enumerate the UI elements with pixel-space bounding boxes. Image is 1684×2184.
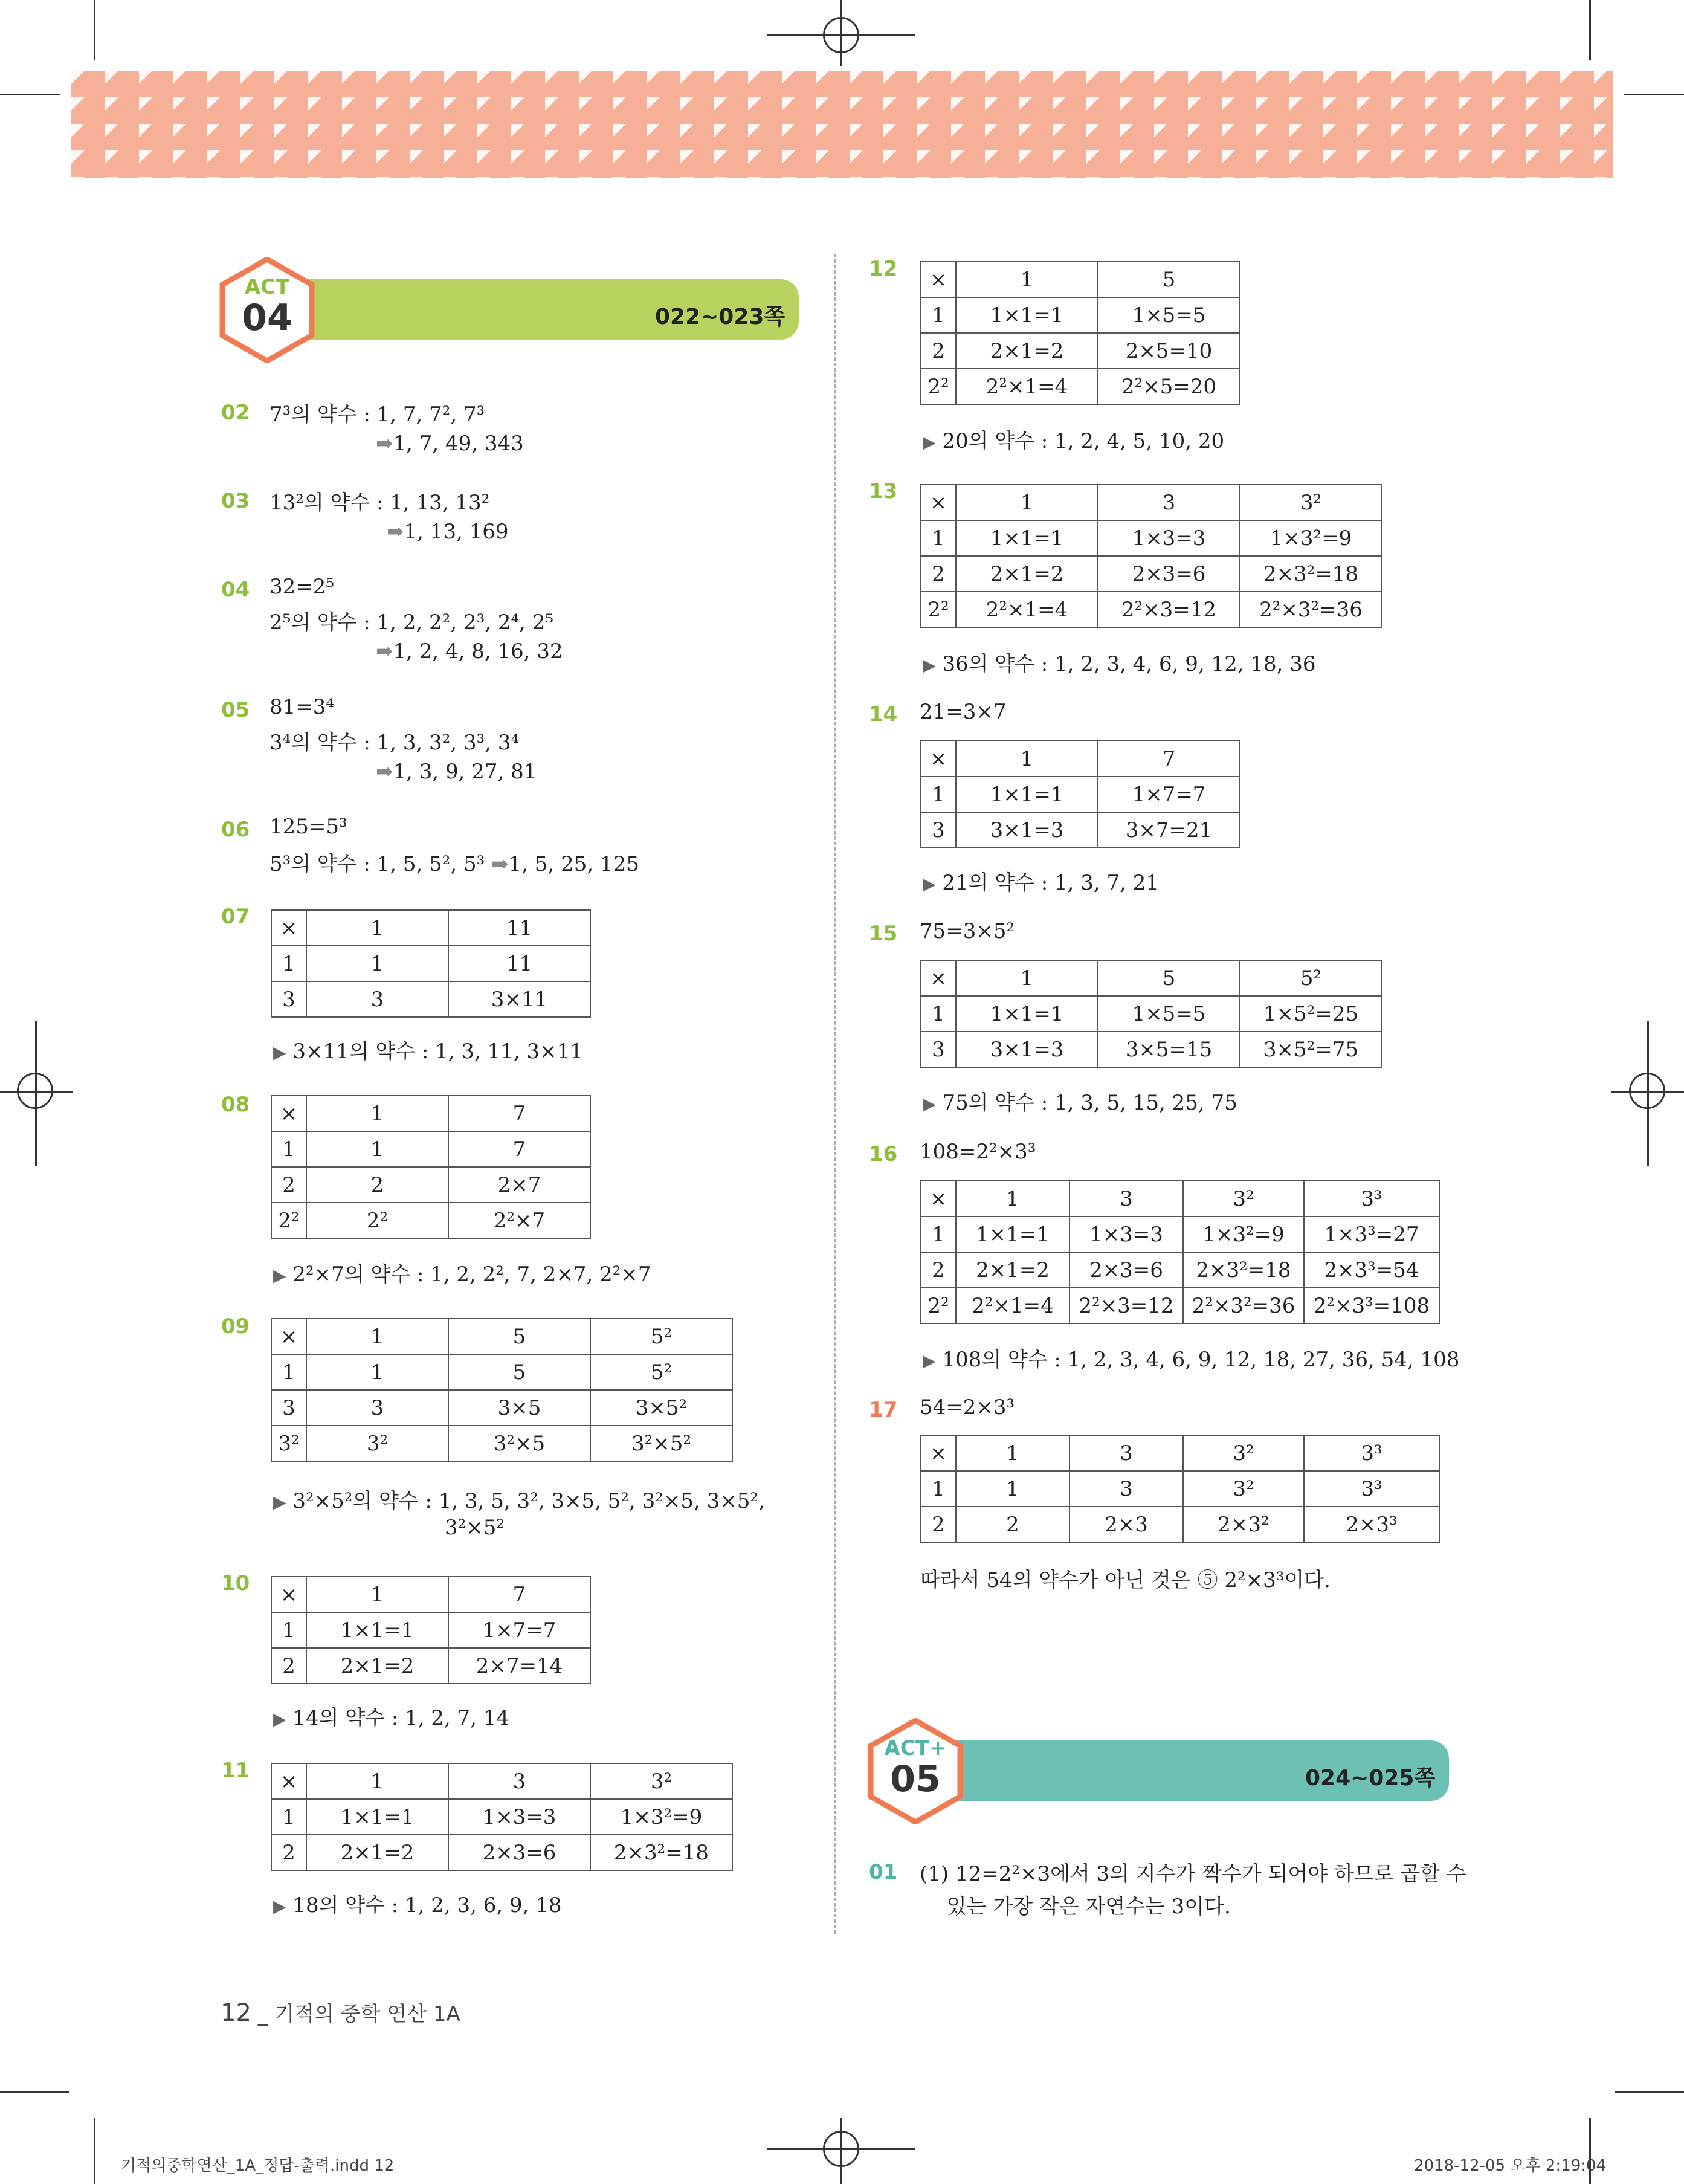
table-row bbox=[271, 1390, 732, 1426]
triangle-bullet-icon: ▶ bbox=[923, 874, 936, 894]
table-header-cell: 2² bbox=[921, 1288, 956, 1323]
table-cell: 5 bbox=[448, 1354, 590, 1390]
table-cell: 2×1=2 bbox=[306, 1648, 448, 1684]
table-header-cell: 2 bbox=[271, 1167, 306, 1203]
table-row bbox=[921, 369, 1240, 404]
problem-02-line1: 7³의 약수 : 1, 7, 7², 7³ bbox=[269, 402, 485, 427]
problem-08-result: 2²×7의 약수 : 1, 2, 2², 7, 2×7, 2²×7 bbox=[292, 1262, 651, 1287]
table-header-cell: 2 bbox=[921, 1252, 956, 1288]
table-row bbox=[271, 1203, 590, 1238]
table-cell: 1 bbox=[306, 946, 448, 981]
table-cell: 1×1=1 bbox=[306, 1799, 448, 1835]
table-header-cell: 3² bbox=[590, 1763, 732, 1799]
table-cell: 2²×5=20 bbox=[1098, 369, 1240, 404]
table-header-cell: 5 bbox=[448, 1319, 590, 1354]
table-cell: 1×3³=27 bbox=[1304, 1216, 1439, 1252]
problem-16-table bbox=[920, 1180, 1440, 1324]
arrow-icon: ➡ bbox=[491, 852, 509, 876]
table-cell: 3 bbox=[306, 981, 448, 1017]
arrow-icon: ➡ bbox=[387, 520, 404, 544]
table-header-cell: 1 bbox=[306, 1763, 448, 1799]
table-cell: 3×5²=75 bbox=[1240, 1032, 1382, 1067]
header-band bbox=[71, 71, 1613, 178]
table-header-cell: 3 bbox=[271, 981, 306, 1017]
page-number: 12 bbox=[221, 1999, 251, 2027]
table-cell: 3 bbox=[306, 1390, 448, 1426]
act05-problem-01-number: 01 bbox=[869, 1860, 898, 1884]
table-cell: 3×5 bbox=[448, 1390, 590, 1426]
problem-07-number: 07 bbox=[221, 905, 250, 929]
table-row bbox=[271, 946, 590, 981]
table-header-cell: 1 bbox=[956, 1181, 1069, 1216]
problem-05-line1: 81=3⁴ bbox=[269, 695, 335, 719]
table-row bbox=[921, 1252, 1439, 1288]
problem-17-result: 따라서 54의 약수가 아닌 것은 ⑤ 2²×3³이다. bbox=[920, 1568, 1331, 1592]
problem-07-result: 3×11의 약수 : 1, 3, 11, 3×11 bbox=[292, 1039, 583, 1064]
table-row bbox=[921, 485, 1382, 520]
table-cell: 1 bbox=[306, 1131, 448, 1167]
triangle-bullet-icon: ▶ bbox=[273, 1265, 286, 1285]
table-header-cell: 1 bbox=[271, 1131, 306, 1167]
triangle-bullet-icon: ▶ bbox=[923, 1351, 936, 1371]
table-cell: 3×5² bbox=[590, 1390, 732, 1426]
table-row bbox=[921, 520, 1382, 556]
table-header-cell: 3² bbox=[1183, 1435, 1304, 1471]
problem-04-number: 04 bbox=[221, 578, 250, 602]
table-header-cell: 1 bbox=[956, 741, 1098, 777]
problem-14-table bbox=[920, 740, 1240, 848]
problem-15-table bbox=[920, 960, 1382, 1068]
act05-number: 05 bbox=[890, 1758, 941, 1800]
problem-09-result: 3²×5²의 약수 : 1, 3, 5, 3², 3×5, 5², 3²×5, 3×5², bbox=[292, 1489, 765, 1513]
problem-06-line2: 5³의 약수 : 1, 5, 5², 5³ bbox=[269, 852, 485, 876]
act05-pages: 024~025쪽 bbox=[1305, 1766, 1436, 1791]
triangle-bullet-icon: ▶ bbox=[273, 1896, 286, 1916]
table-row bbox=[271, 1167, 590, 1203]
problem-14-equation: 21=3×7 bbox=[920, 700, 1007, 724]
problem-15-equation: 75=3×5² bbox=[920, 919, 1015, 943]
table-cell: 2×3=6 bbox=[448, 1835, 590, 1870]
table-row bbox=[921, 1181, 1439, 1216]
table-header-cell: 1 bbox=[921, 996, 956, 1032]
table-cell: 1×1=1 bbox=[956, 1216, 1069, 1252]
table-header-cell: 3² bbox=[1240, 485, 1382, 520]
problem-09-table bbox=[271, 1318, 733, 1462]
table-row bbox=[921, 556, 1382, 592]
problem-10-table bbox=[271, 1576, 591, 1684]
problem-03-number: 03 bbox=[221, 489, 250, 513]
table-header-cell: 1 bbox=[921, 297, 956, 333]
table-header-cell: 3 bbox=[921, 1032, 956, 1067]
table-cell: 3×7=21 bbox=[1098, 812, 1240, 848]
footer-separator: _ bbox=[257, 2002, 268, 2026]
problem-02-line2: 1, 7, 49, 343 bbox=[393, 431, 524, 456]
problem-11-number: 11 bbox=[221, 1759, 250, 1783]
table-cell: 3²×5 bbox=[448, 1426, 590, 1461]
arrow-icon: ➡ bbox=[376, 760, 393, 784]
table-cell: 11 bbox=[448, 946, 590, 981]
table-cell: 3×11 bbox=[448, 981, 590, 1017]
table-cell: 2×3²=18 bbox=[1183, 1252, 1304, 1288]
table-cell: 3² bbox=[1183, 1471, 1304, 1507]
table-row bbox=[921, 741, 1240, 777]
table-row bbox=[921, 777, 1240, 812]
table-header-cell: 2 bbox=[921, 333, 956, 369]
triangle-bullet-icon: ▶ bbox=[273, 1492, 286, 1512]
table-header-cell: × bbox=[921, 960, 956, 996]
table-cell: 1×3²=9 bbox=[1183, 1216, 1304, 1252]
table-cell: 2² bbox=[306, 1203, 448, 1238]
table-cell: 3² bbox=[306, 1426, 448, 1461]
table-header-cell: 2 bbox=[921, 556, 956, 592]
problem-05-line3: 1, 3, 9, 27, 81 bbox=[393, 760, 537, 784]
act05-problem-01-line1: (1) 12=2²×3에서 3의 지수가 짝수가 되어야 하므로 곱할 수 bbox=[920, 1862, 1466, 1886]
table-row bbox=[271, 1096, 590, 1131]
table-header-cell: 1 bbox=[306, 1577, 448, 1612]
problem-11-result: 18의 약수 : 1, 2, 3, 6, 9, 18 bbox=[292, 1893, 562, 1917]
table-header-cell: × bbox=[271, 1319, 306, 1354]
book-title: 기적의 중학 연산 1A bbox=[274, 2002, 460, 2026]
table-cell: 2×3=6 bbox=[1098, 556, 1240, 592]
table-header-cell: 1 bbox=[956, 960, 1098, 996]
problem-09-result-cont: 3²×5² bbox=[445, 1516, 505, 1540]
table-header-cell: × bbox=[921, 741, 956, 777]
table-row bbox=[921, 960, 1382, 996]
triangle-bullet-icon: ▶ bbox=[273, 1709, 286, 1729]
table-header-cell: × bbox=[921, 262, 956, 297]
table-row bbox=[271, 1799, 732, 1835]
table-cell: 2×3²=18 bbox=[590, 1835, 732, 1870]
problem-06-line1: 125=5³ bbox=[269, 815, 347, 839]
table-cell: 1×3²=9 bbox=[1240, 520, 1382, 556]
problem-14-result: 21의 약수 : 1, 3, 7, 21 bbox=[942, 871, 1160, 895]
table-cell: 1×3=3 bbox=[1069, 1216, 1183, 1252]
table-cell: 1 bbox=[956, 1471, 1069, 1507]
act05-problem-01-line2: 있는 가장 작은 자연수는 3이다. bbox=[947, 1895, 1231, 1919]
table-header-cell: 7 bbox=[448, 1096, 590, 1131]
table-header-cell: 3³ bbox=[1304, 1181, 1439, 1216]
table-cell: 2×5=10 bbox=[1098, 333, 1240, 369]
problem-13-result: 36의 약수 : 1, 2, 3, 4, 6, 9, 12, 18, 36 bbox=[942, 652, 1316, 676]
problem-17-number: 17 bbox=[869, 1398, 898, 1422]
arrow-icon: ➡ bbox=[376, 431, 393, 456]
table-header-cell: 1 bbox=[921, 777, 956, 812]
table-header-cell: 1 bbox=[306, 910, 448, 946]
problem-13-table bbox=[920, 484, 1382, 628]
problem-15-number: 15 bbox=[869, 922, 898, 946]
problem-09-number: 09 bbox=[221, 1314, 250, 1339]
table-row bbox=[921, 1435, 1439, 1471]
table-header-cell: 3 bbox=[271, 1390, 306, 1426]
table-cell: 2²×3=12 bbox=[1069, 1288, 1183, 1323]
table-header-cell: 1 bbox=[921, 520, 956, 556]
act04-pages: 022~023쪽 bbox=[655, 305, 786, 329]
table-cell: 2²×3²=36 bbox=[1240, 592, 1382, 627]
table-cell: 2×1=2 bbox=[956, 556, 1098, 592]
act04-number: 04 bbox=[242, 297, 292, 339]
problem-10-number: 10 bbox=[221, 1571, 250, 1595]
triangle-bullet-icon: ▶ bbox=[923, 432, 936, 452]
problem-10-result: 14의 약수 : 1, 2, 7, 14 bbox=[292, 1706, 510, 1730]
table-header-cell: × bbox=[271, 1577, 306, 1612]
page-footer bbox=[221, 1997, 460, 2027]
table-header-cell: 5² bbox=[1240, 960, 1382, 996]
table-row bbox=[271, 910, 590, 946]
table-header-cell: 3² bbox=[1183, 1181, 1304, 1216]
table-header-cell: 1 bbox=[956, 262, 1098, 297]
table-cell: 2 bbox=[956, 1507, 1069, 1542]
problem-08-table bbox=[271, 1095, 591, 1239]
table-row bbox=[921, 1471, 1439, 1507]
table-header-cell: 1 bbox=[271, 946, 306, 981]
table-header-cell: 7 bbox=[1098, 741, 1240, 777]
table-cell: 3×1=3 bbox=[956, 812, 1098, 848]
table-cell: 1×5=5 bbox=[1098, 297, 1240, 333]
table-cell: 7 bbox=[448, 1131, 590, 1167]
table-row bbox=[921, 1032, 1382, 1067]
table-cell: 2²×3=12 bbox=[1098, 592, 1240, 627]
triangle-bullet-icon: ▶ bbox=[923, 655, 936, 675]
triangle-bullet-icon: ▶ bbox=[273, 1042, 286, 1062]
problem-03-line2: 1, 13, 169 bbox=[404, 520, 509, 544]
problem-14-number: 14 bbox=[869, 702, 898, 726]
table-cell: 2×7 bbox=[448, 1167, 590, 1203]
table-cell: 1×1=1 bbox=[956, 777, 1098, 812]
table-row bbox=[271, 1612, 590, 1648]
table-cell: 2²×1=4 bbox=[956, 369, 1098, 404]
problem-05-line2: 3⁴의 약수 : 1, 3, 3², 3³, 3⁴ bbox=[269, 731, 520, 755]
table-cell: 2×3=6 bbox=[1069, 1252, 1183, 1288]
table-header-cell: 1 bbox=[271, 1354, 306, 1390]
table-header-cell: 3 bbox=[1098, 485, 1240, 520]
table-row bbox=[921, 1288, 1439, 1323]
table-row bbox=[271, 1835, 732, 1870]
table-cell: 1×1=1 bbox=[306, 1612, 448, 1648]
problem-16-number: 16 bbox=[869, 1142, 898, 1166]
table-header-cell: 1 bbox=[306, 1319, 448, 1354]
table-header-cell: 2 bbox=[271, 1648, 306, 1684]
problem-02-number: 02 bbox=[221, 401, 250, 425]
table-row bbox=[921, 1216, 1439, 1252]
table-cell: 1×3=3 bbox=[448, 1799, 590, 1835]
problem-16-equation: 108=2²×3³ bbox=[920, 1140, 1036, 1164]
act05-hex bbox=[867, 1718, 964, 1824]
table-cell: 1×7=7 bbox=[1098, 777, 1240, 812]
table-header-cell: × bbox=[921, 485, 956, 520]
table-cell: 1×5²=25 bbox=[1240, 996, 1382, 1032]
act05-label: ACT+ bbox=[884, 1736, 947, 1760]
table-header-cell: × bbox=[921, 1435, 956, 1471]
table-cell: 2×3² bbox=[1183, 1507, 1304, 1542]
table-row bbox=[921, 592, 1382, 627]
table-row bbox=[921, 333, 1240, 369]
table-row bbox=[271, 1354, 732, 1390]
table-header-cell: 5 bbox=[1098, 960, 1240, 996]
table-header-cell: 2 bbox=[921, 1507, 956, 1542]
table-header-cell: 1 bbox=[271, 1799, 306, 1835]
table-cell: 2²×3²=36 bbox=[1183, 1288, 1304, 1323]
problem-04-line1: 32=2⁵ bbox=[269, 575, 335, 599]
table-cell: 1×1=1 bbox=[956, 297, 1098, 333]
table-cell: 2×3³=54 bbox=[1304, 1252, 1439, 1288]
table-header-cell: × bbox=[271, 1763, 306, 1799]
table-cell: 2×3²=18 bbox=[1240, 556, 1382, 592]
table-header-cell: 2 bbox=[271, 1835, 306, 1870]
table-cell: 1 bbox=[306, 1354, 448, 1390]
problem-06-number: 06 bbox=[221, 818, 250, 842]
triangle-bullet-icon: ▶ bbox=[923, 1094, 936, 1114]
table-row bbox=[271, 1763, 732, 1799]
table-row bbox=[271, 1319, 732, 1354]
table-header-cell: 2² bbox=[921, 369, 956, 404]
problem-04-line2: 2⁵의 약수 : 1, 2, 2², 2³, 2⁴, 2⁵ bbox=[269, 610, 554, 635]
table-cell: 2×3 bbox=[1069, 1507, 1183, 1542]
slug-filename: 기적의중학연산_1A_정답-출력.indd 12 bbox=[121, 2157, 395, 2175]
table-cell: 1×1=1 bbox=[956, 520, 1098, 556]
act04-label: ACT bbox=[244, 275, 290, 299]
table-header-cell: × bbox=[921, 1181, 956, 1216]
table-cell: 1×5=5 bbox=[1098, 996, 1240, 1032]
table-row bbox=[271, 1426, 732, 1461]
table-row bbox=[921, 262, 1240, 297]
table-header-cell: 3 bbox=[1069, 1181, 1183, 1216]
problem-05-number: 05 bbox=[221, 698, 250, 722]
problem-06-line2b: 1, 5, 25, 125 bbox=[508, 852, 639, 876]
table-row bbox=[921, 1507, 1439, 1542]
table-header-cell: 3² bbox=[271, 1426, 306, 1461]
table-cell: 3²×5² bbox=[590, 1426, 732, 1461]
problem-07-table bbox=[271, 909, 591, 1018]
table-header-cell: 1 bbox=[956, 1435, 1069, 1471]
problem-12-number: 12 bbox=[869, 257, 898, 281]
problem-12-result: 20의 약수 : 1, 2, 4, 5, 10, 20 bbox=[942, 429, 1225, 453]
table-header-cell: 2² bbox=[271, 1203, 306, 1238]
table-header-cell: 3³ bbox=[1304, 1435, 1439, 1471]
problem-17-table bbox=[920, 1435, 1440, 1543]
table-cell: 1×7=7 bbox=[448, 1612, 590, 1648]
table-row bbox=[271, 1648, 590, 1684]
table-header-cell: 7 bbox=[448, 1577, 590, 1612]
table-header-cell: × bbox=[271, 1096, 306, 1131]
table-cell: 3×1=3 bbox=[956, 1032, 1098, 1067]
arrow-icon: ➡ bbox=[376, 639, 393, 664]
table-cell: 3×5=15 bbox=[1098, 1032, 1240, 1067]
table-row bbox=[921, 812, 1240, 848]
slug-date: 2018-12-05 오후 2:19:04 bbox=[1414, 2157, 1607, 2175]
table-row bbox=[271, 1577, 590, 1612]
table-header-cell: 3 bbox=[921, 812, 956, 848]
problem-12-table bbox=[920, 261, 1240, 405]
table-cell: 2²×7 bbox=[448, 1203, 590, 1238]
table-cell: 3³ bbox=[1304, 1471, 1439, 1507]
table-cell: 1×3=3 bbox=[1098, 520, 1240, 556]
column-divider bbox=[834, 254, 836, 1934]
table-cell: 5² bbox=[590, 1354, 732, 1390]
problem-11-table bbox=[271, 1763, 733, 1871]
problem-16-result: 108의 약수 : 1, 2, 3, 4, 6, 9, 12, 18, 27, 36, 54, 108 bbox=[942, 1348, 1460, 1372]
table-header-cell: 5² bbox=[590, 1319, 732, 1354]
table-cell: 1×1=1 bbox=[956, 996, 1098, 1032]
table-cell: 2×1=2 bbox=[306, 1835, 448, 1870]
table-header-cell: 1 bbox=[921, 1216, 956, 1252]
problem-13-number: 13 bbox=[869, 479, 898, 503]
table-header-cell: 1 bbox=[956, 485, 1098, 520]
table-header-cell: 2² bbox=[921, 592, 956, 627]
problem-15-result: 75의 약수 : 1, 3, 5, 15, 25, 75 bbox=[942, 1091, 1237, 1115]
table-row bbox=[921, 996, 1382, 1032]
problem-08-number: 08 bbox=[221, 1093, 250, 1117]
problem-17-equation: 54=2×3³ bbox=[920, 1395, 1015, 1420]
table-cell: 3 bbox=[1069, 1471, 1183, 1507]
table-cell: 2²×1=4 bbox=[956, 1288, 1069, 1323]
table-header-cell: 1 bbox=[921, 1471, 956, 1507]
table-cell: 1×3²=9 bbox=[590, 1799, 732, 1835]
table-row bbox=[921, 297, 1240, 333]
table-cell: 2×1=2 bbox=[956, 333, 1098, 369]
table-header-cell: × bbox=[271, 910, 306, 946]
problem-04-line3: 1, 2, 4, 8, 16, 32 bbox=[393, 639, 563, 664]
act04-hex bbox=[219, 257, 315, 363]
table-row bbox=[271, 981, 590, 1017]
table-header-cell: 3 bbox=[1069, 1435, 1183, 1471]
table-cell: 2×1=2 bbox=[956, 1252, 1069, 1288]
table-header-cell: 3 bbox=[448, 1763, 590, 1799]
table-header-cell: 1 bbox=[271, 1612, 306, 1648]
table-cell: 2×3³ bbox=[1304, 1507, 1439, 1542]
table-cell: 2²×3³=108 bbox=[1304, 1288, 1439, 1323]
table-header-cell: 1 bbox=[306, 1096, 448, 1131]
table-row bbox=[271, 1131, 590, 1167]
table-cell: 2×7=14 bbox=[448, 1648, 590, 1684]
table-cell: 2²×1=4 bbox=[956, 592, 1098, 627]
table-header-cell: 5 bbox=[1098, 262, 1240, 297]
problem-03-line1: 13²의 약수 : 1, 13, 13² bbox=[269, 491, 490, 515]
table-cell: 2 bbox=[306, 1167, 448, 1203]
table-header-cell: 11 bbox=[448, 910, 590, 946]
